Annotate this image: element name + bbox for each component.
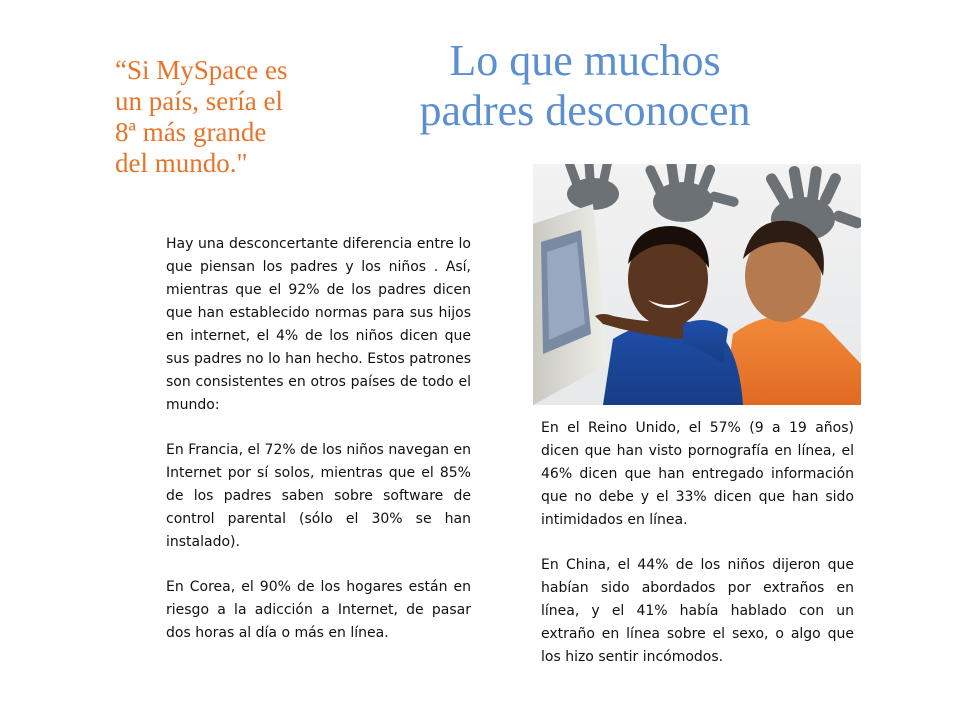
children-at-computer-photo [533, 164, 861, 405]
title-line-2: padres desconocen [419, 86, 751, 135]
left-text-column [166, 233, 471, 667]
pull-quote [115, 55, 330, 179]
child-center-shape [595, 226, 743, 405]
quote-line-3: 8ª más grande [115, 117, 267, 147]
title-line-1: Lo que muchos [449, 36, 721, 85]
paragraph-parents-gap: Hay una desconcertante diferencia entre lo que piensan los padres y los niños . Así, mientras que el 92% de los padres dicen que han establecido normas para sus hijos en internet, el 4% de los niños dicen que sus padres no lo han hecho. Estos patrones son consistentes en otros países de todo el mundo: [166, 236, 471, 413]
quote-line-4: del mundo." [115, 148, 248, 178]
monitor-shape [533, 204, 608, 405]
paragraph-korea: En Corea, el 90% de los hogares están en riesgo a la adicción a Internet, de pasar dos horas al día o más en línea. [166, 579, 471, 641]
hand-print-shapes [564, 164, 861, 241]
quote-line-2: un país, sería el [115, 86, 283, 116]
paragraph-china: En China, el 44% de los niños dijeron que habían sido abordados por extraños en línea, y el 41% había hablado con un extraño en línea sobre el sexo, o algo que los hizo sentir incómodos. [541, 557, 854, 665]
photo-illustration [533, 164, 861, 405]
right-text-column [541, 417, 854, 691]
child-right-shape [723, 221, 861, 405]
paragraph-france: En Francia, el 72% de los niños navegan en Internet por sí solos, mientras que el 85% de los padres saben sobre software de control parental (sólo el 30% se han instalado). [166, 442, 471, 550]
quote-line-1: “Si MySpace es [115, 55, 288, 85]
paragraph-uk: En el Reino Unido, el 57% (9 a 19 años) dicen que han visto pornografía en línea, el 46% dicen que han entregado información que no debe y el 33% dicen que han sido intimidados en línea. [541, 420, 854, 528]
page-title [390, 36, 780, 136]
